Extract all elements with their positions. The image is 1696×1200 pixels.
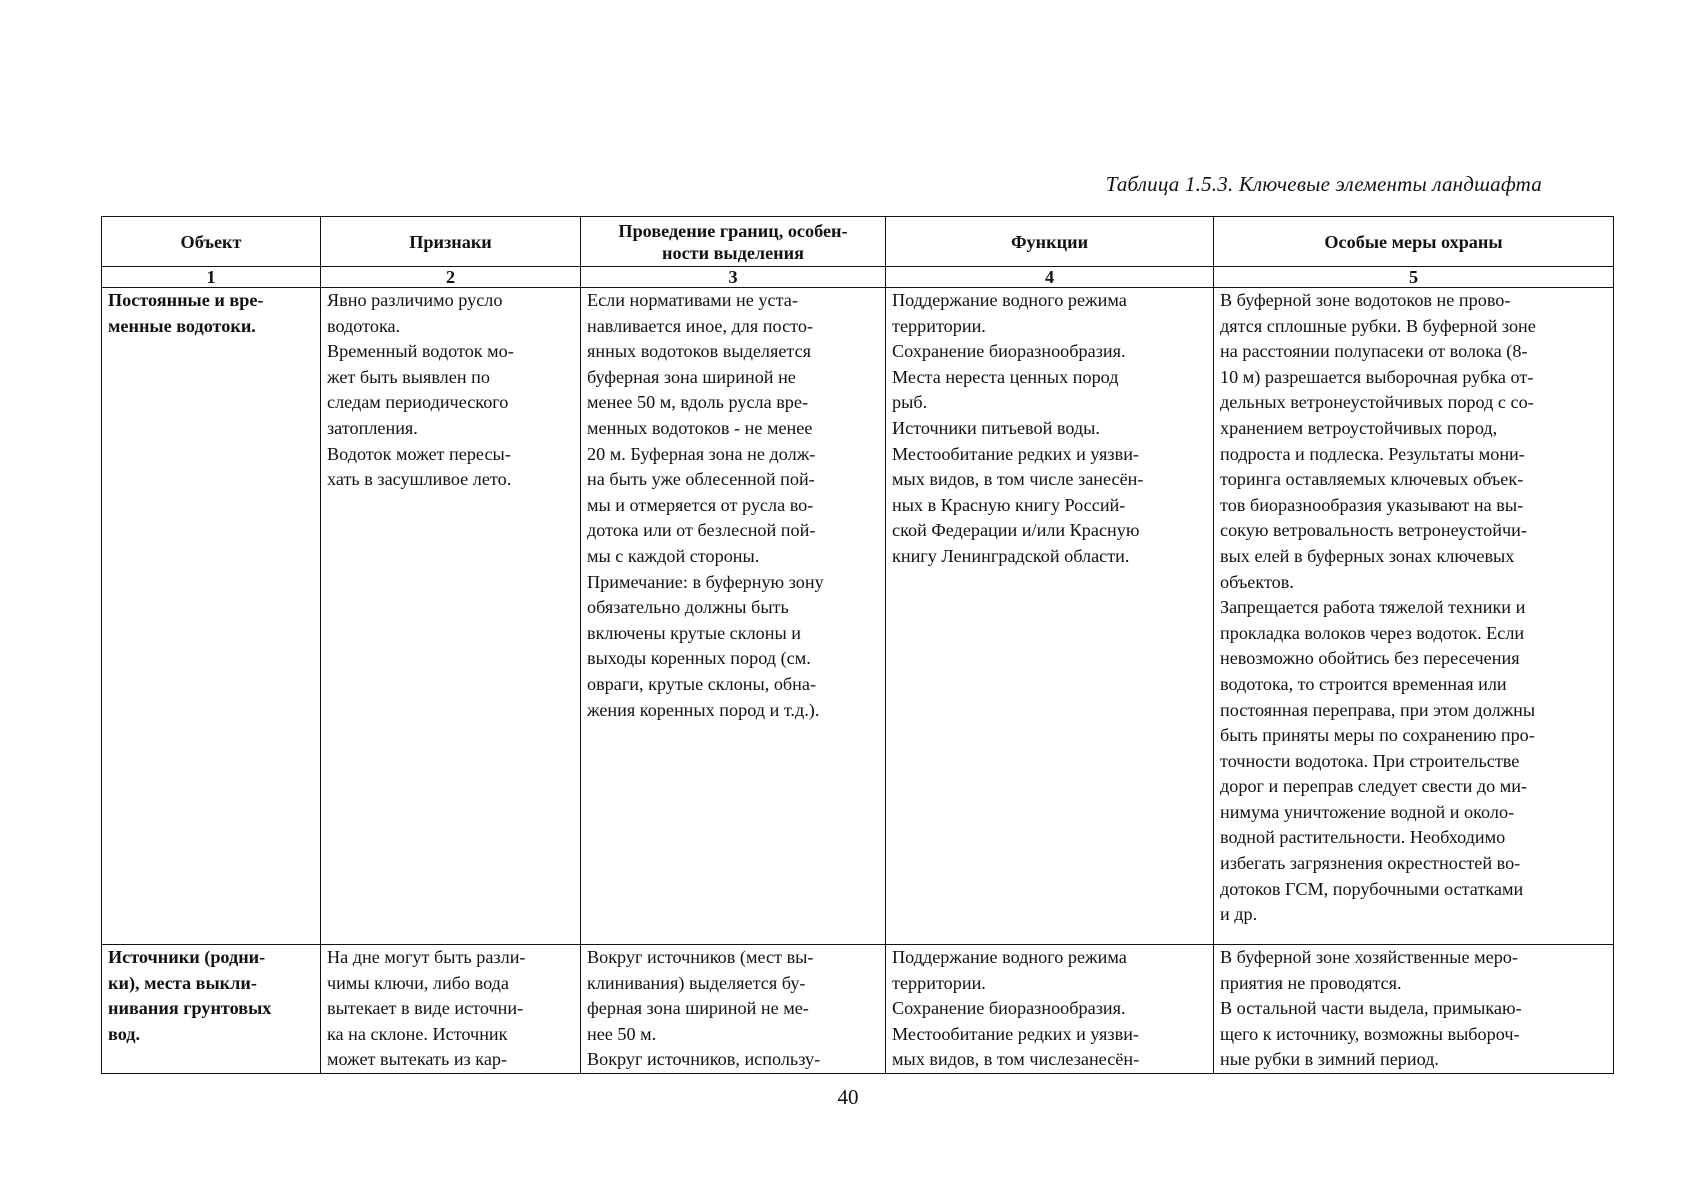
text-line: ные рубки в зимний период. xyxy=(1220,1049,1439,1070)
text-line: Явно различимо русло xyxy=(327,290,503,310)
text-line: мых видов, в том числезанесён- xyxy=(892,1049,1140,1070)
text-line: жения коренных пород и т.д.). xyxy=(587,699,820,720)
text-line: следам периодического xyxy=(327,392,509,413)
text-line: Проведение границ, особен- xyxy=(618,220,848,241)
header-functions xyxy=(886,217,1214,267)
text-line: приятия не проводятся. xyxy=(1220,972,1402,993)
text-line: выходы коренных пород (см. xyxy=(587,648,811,669)
text-line: водотока, то строится временная или xyxy=(1220,673,1507,694)
text-line: нимума уничтожение водной и около- xyxy=(1220,801,1515,822)
text-line: вод. xyxy=(108,1023,141,1044)
text-line: нее 50 м. xyxy=(587,1023,657,1044)
text-line: буферная зона шириной не xyxy=(587,366,796,387)
text-line: В буферной зоне хозяйственные меро- xyxy=(1220,947,1518,967)
text-line: ных в Красную книгу Россий- xyxy=(892,494,1126,515)
text-line: менные водотоки. xyxy=(108,315,256,336)
text-line: вых елей в буферных зонах ключевых xyxy=(1220,545,1515,566)
text-line: подроста и подлеска. Результаты мони- xyxy=(1220,443,1525,464)
text-line: водной растительности. Необходимо xyxy=(1220,827,1506,848)
text-line: водотока. xyxy=(327,315,401,336)
text-line: дотоков ГСМ, порубочными остатками xyxy=(1220,878,1524,899)
text-line: территории. xyxy=(892,315,986,336)
text-line: мы и отмеряется от русла во- xyxy=(587,494,814,515)
text-line: хать в засушливое лето. xyxy=(327,469,512,490)
text-line: объектов. xyxy=(1220,571,1294,592)
text-line: Местообитание редких и уязви- xyxy=(892,1023,1139,1044)
text-line: 10 м) разрешается выборочная рубка от- xyxy=(1220,366,1534,387)
text-line: чимы ключи, либо вода xyxy=(327,972,509,993)
text-line: Источники питьевой воды. xyxy=(892,417,1100,438)
text-line: дотока или от безлесной пой- xyxy=(587,520,816,541)
text-line: прокладка волоков через водоток. Если xyxy=(1220,622,1525,643)
text-line: хранением ветроустойчивых пород, xyxy=(1220,417,1498,438)
object-cell xyxy=(102,945,321,1074)
functions-cell xyxy=(886,288,1214,945)
text-line: торинга оставляемых ключевых объек- xyxy=(1220,469,1524,490)
text-line: овраги, крутые склоны, обна- xyxy=(587,673,817,694)
text-line: менее 50 м, вдоль русла вре- xyxy=(587,392,809,413)
text-line: дятся сплошные рубки. В буферной зоне xyxy=(1220,315,1536,336)
text-line: рыб. xyxy=(892,392,928,413)
boundaries-cell xyxy=(581,288,886,945)
text-line: включены крутые склоны и xyxy=(587,622,801,643)
text-line: Вокруг источников (мест вы- xyxy=(587,947,814,967)
text-line: Места нереста ценных пород xyxy=(892,366,1119,387)
text-line: Временный водоток мо- xyxy=(327,341,514,362)
text-line: книгу Ленинградской области. xyxy=(892,545,1130,566)
text-line: точности водотока. При строительстве xyxy=(1220,750,1520,771)
text-line: вытекает в виде источни- xyxy=(327,998,524,1019)
text-line: постоянная переправа, при этом должны xyxy=(1220,699,1536,720)
signs-cell xyxy=(321,945,581,1074)
table-row xyxy=(102,288,1614,945)
column-number: 5 xyxy=(1214,267,1614,288)
text-line: Сохранение биоразнообразия. xyxy=(892,998,1126,1019)
text-line: тов биоразнообразия указывают на вы- xyxy=(1220,494,1524,515)
text-line: 20 м. Буферная зона не долж- xyxy=(587,443,816,464)
text-line: территории. xyxy=(892,972,986,993)
column-number: 1 xyxy=(102,267,321,288)
text-line: На дне могут быть разли- xyxy=(327,947,526,967)
text-line: В буферной зоне водотоков не прово- xyxy=(1220,290,1511,310)
table-caption: Таблица 1.5.3. Ключевые элементы ландшафта xyxy=(1105,172,1542,196)
header-boundaries xyxy=(581,217,886,267)
column-number-row xyxy=(102,267,1614,288)
text-line: Местообитание редких и уязви- xyxy=(892,443,1139,464)
header-row xyxy=(102,217,1614,267)
text-line: ферная зона шириной не ме- xyxy=(587,998,809,1019)
text-line: ской Федерации и/или Красную xyxy=(892,520,1140,541)
text-line: Водоток может пересы- xyxy=(327,443,511,464)
header-object xyxy=(102,217,321,267)
text-line: Функции xyxy=(1010,231,1089,252)
text-line: Сохранение биоразнообразия. xyxy=(892,341,1126,362)
boundaries-cell xyxy=(581,945,886,1074)
protection-cell xyxy=(1214,288,1614,945)
text-line: Источники (родни- xyxy=(108,947,266,967)
text-line: Объект xyxy=(180,231,242,252)
text-line: менных водотоков - не менее xyxy=(587,417,813,438)
text-line: мы с каждой стороны. xyxy=(587,545,760,566)
table-row xyxy=(102,945,1614,1074)
text-line: и др. xyxy=(1220,904,1258,925)
landscape-elements-table xyxy=(101,216,1614,1074)
column-number: 4 xyxy=(886,267,1214,288)
text-line: Особые меры охраны xyxy=(1324,231,1503,252)
text-line: Поддержание водного режима xyxy=(892,290,1127,310)
text-line: на расстоянии полупасеки от волока (8- xyxy=(1220,341,1528,362)
text-line: ка на склоне. Источник xyxy=(327,1023,508,1044)
text-line: Вокруг источников, использу- xyxy=(587,1049,821,1070)
text-line: нивания грунтовых xyxy=(108,998,272,1019)
text-line: янных водотоков выделяется xyxy=(587,341,812,362)
text-line: навливается иное, для посто- xyxy=(587,315,814,336)
text-line: Признаки xyxy=(409,231,492,252)
page-number: 40 xyxy=(837,1085,859,1109)
text-line: В остальной части выдела, примыкаю- xyxy=(1220,998,1522,1019)
text-line: мых видов, в том числе занесён- xyxy=(892,469,1144,490)
text-line: избегать загрязнения окрестностей во- xyxy=(1220,853,1521,874)
text-line: щего к источнику, возможны выбороч- xyxy=(1220,1023,1520,1044)
text-line: клинивания) выделяется бу- xyxy=(587,972,806,993)
text-line: жет быть выявлен по xyxy=(327,366,490,387)
text-line: дельных ветронеустойчивых пород с со- xyxy=(1220,392,1534,413)
header-signs xyxy=(321,217,581,267)
text-line: Постоянные и вре- xyxy=(108,290,264,310)
text-line: ки), места выкли- xyxy=(108,972,257,993)
text-line: затопления. xyxy=(327,417,418,438)
text-line: быть приняты меры по сохранению про- xyxy=(1220,725,1535,746)
text-line: сокую ветровальность ветронеустойчи- xyxy=(1220,520,1527,541)
text-line: дорог и переправ следует свести до ми- xyxy=(1220,776,1528,797)
text-line: может вытекать из кар- xyxy=(327,1049,508,1070)
text-line: невозможно обойтись без пересечения xyxy=(1220,648,1520,669)
column-number: 3 xyxy=(581,267,886,288)
text-line: обязательно должны быть xyxy=(587,597,789,618)
text-line: Примечание: в буферную зону xyxy=(587,571,824,592)
functions-cell xyxy=(886,945,1214,1074)
column-number: 2 xyxy=(321,267,581,288)
protection-cell xyxy=(1214,945,1614,1074)
text-line: Если нормативами не уста- xyxy=(587,290,798,310)
signs-cell xyxy=(321,288,581,945)
object-cell xyxy=(102,288,321,945)
text-line: на быть уже облесенной пой- xyxy=(587,469,815,490)
text-line: Запрещается работа тяжелой техники и xyxy=(1220,597,1526,618)
text-line: ности выделения xyxy=(662,242,804,263)
header-protection xyxy=(1214,217,1614,267)
text-line: Поддержание водного режима xyxy=(892,947,1127,967)
